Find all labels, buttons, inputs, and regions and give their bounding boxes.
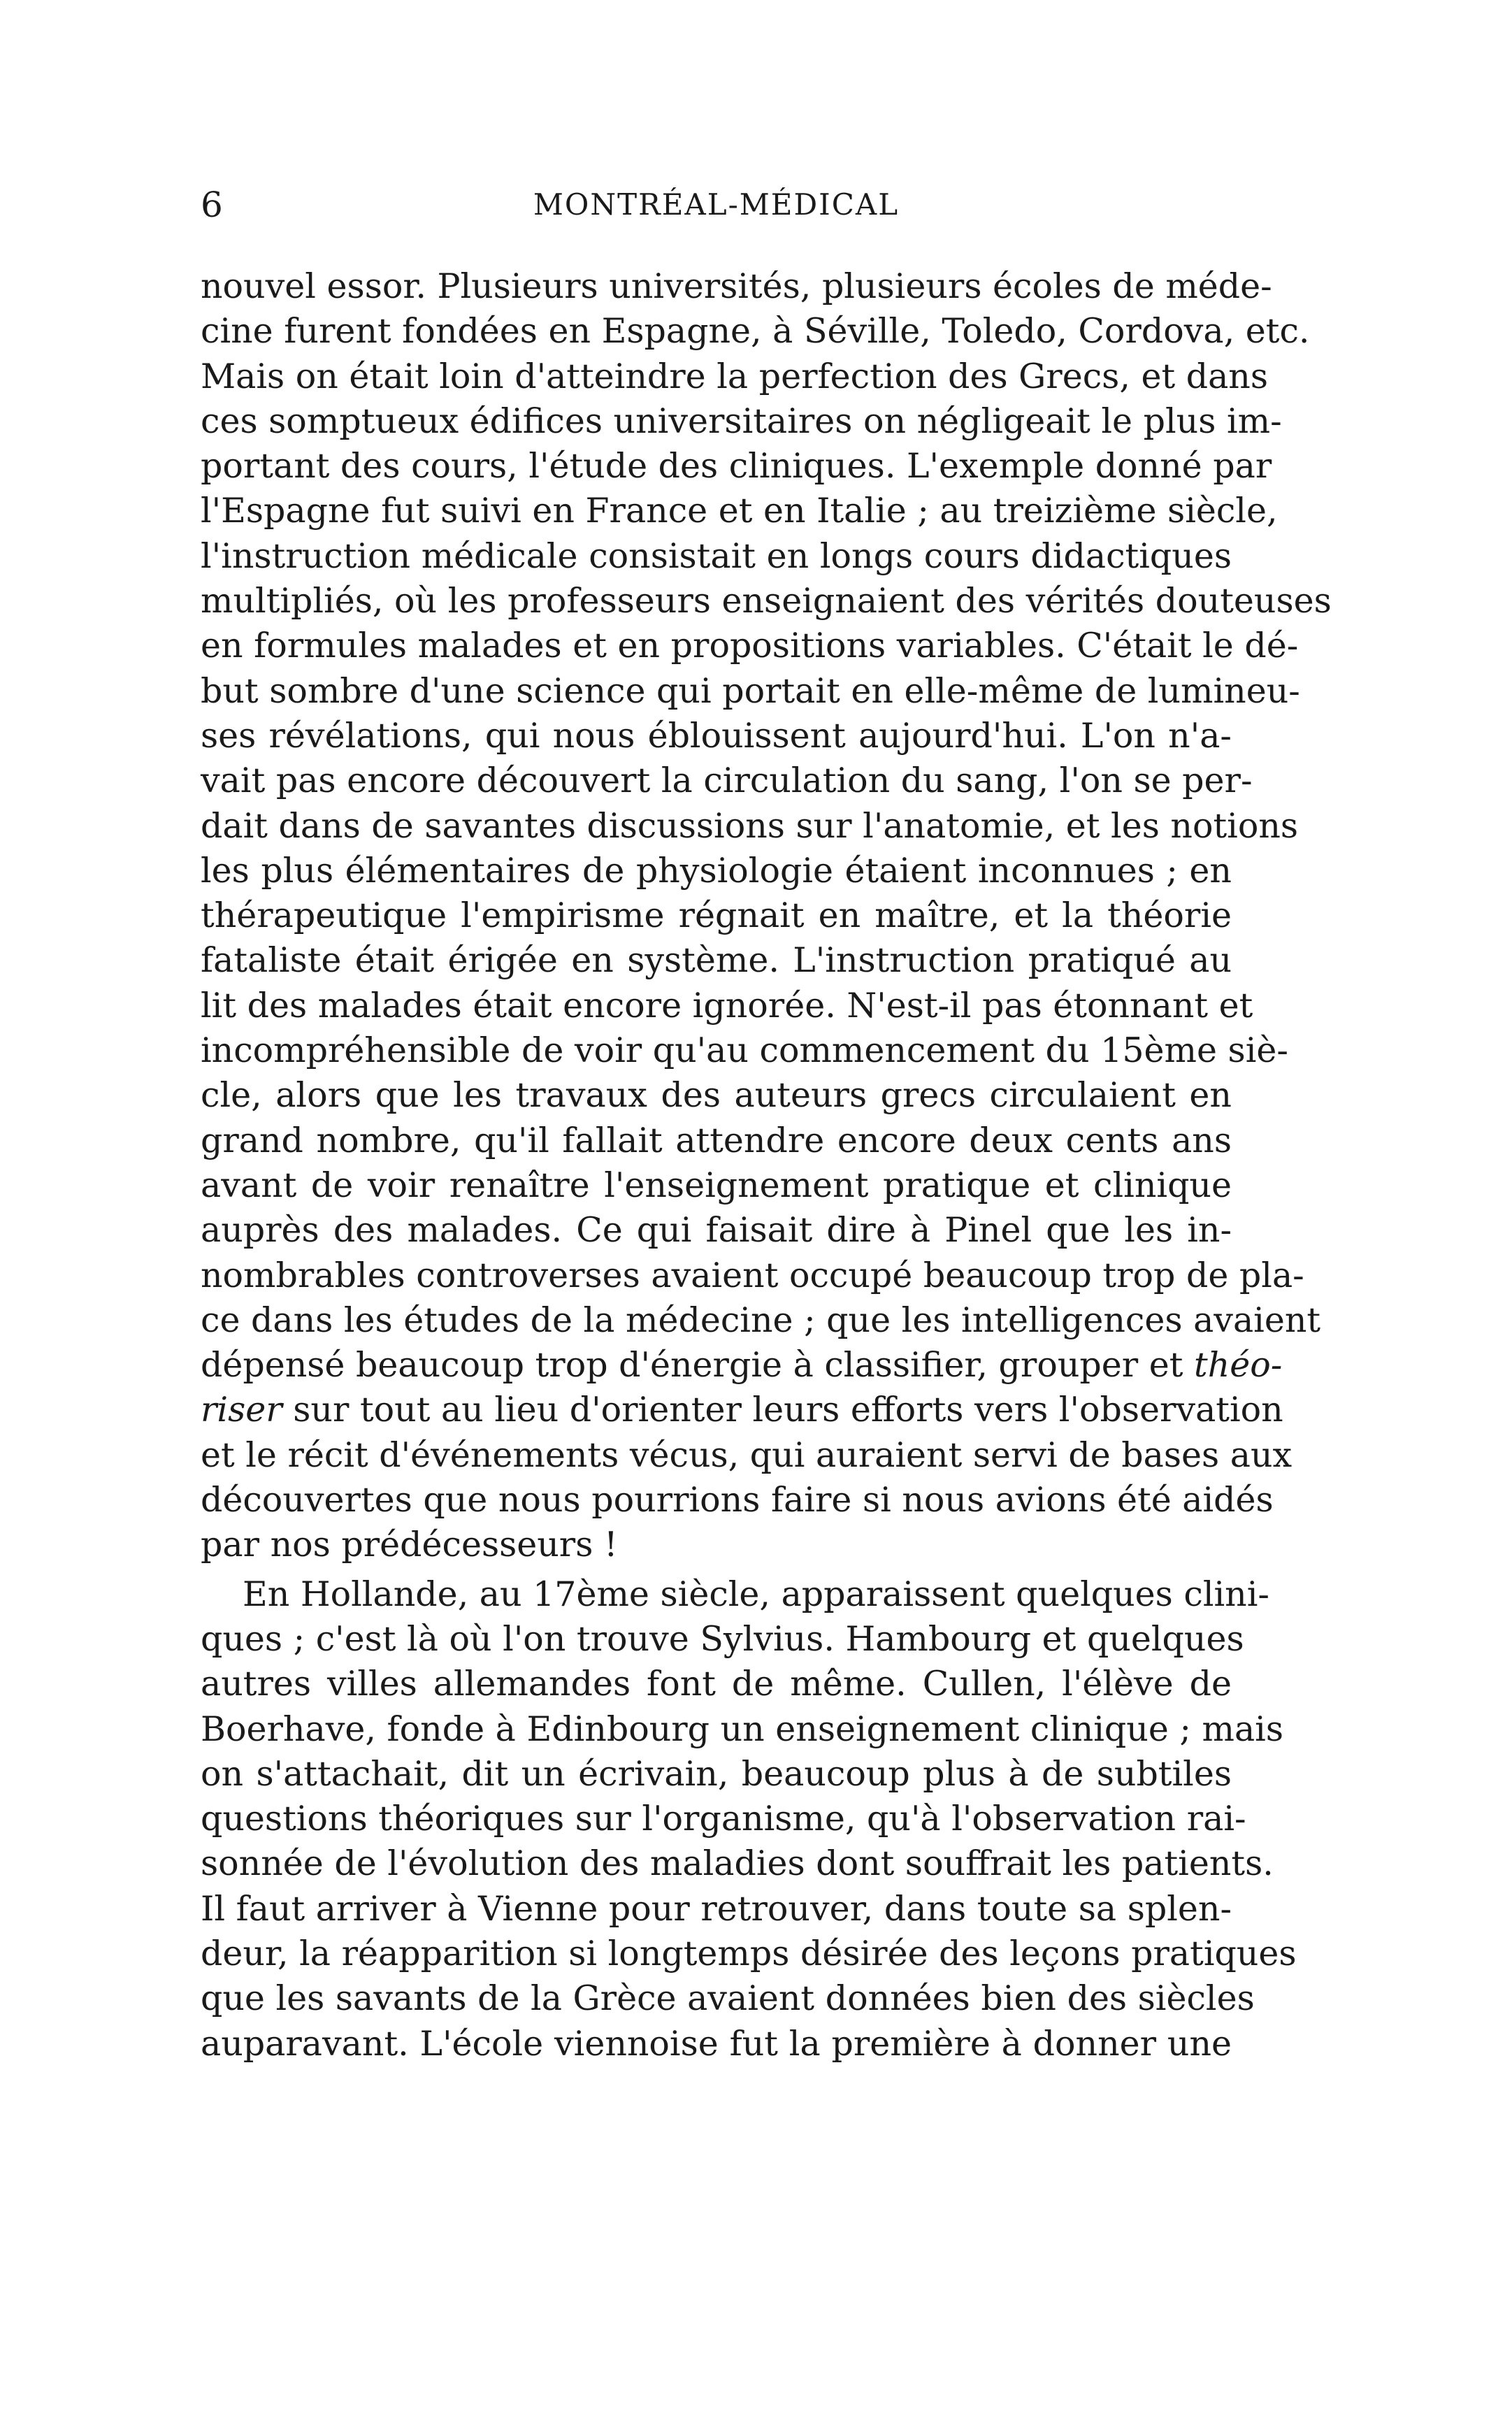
text-line: thérapeutique l'empirisme régnait en maître, et la théorie <box>201 896 1232 936</box>
text-line: grand nombre, qu'il fallait attendre encore deux cents ans <box>201 1120 1232 1160</box>
text-line: que les savants de la Grèce avaient données bien des siècles <box>201 1978 1255 2019</box>
text-line: nouvel essor. Plusieurs universités, plusieurs écoles de méde- <box>201 266 1272 306</box>
text-line: questions théoriques sur l'organisme, qu'à l'observation rai- <box>201 1799 1246 1839</box>
text-line: En Hollande, au 17ème siècle, apparaissent quelques clini- <box>243 1574 1269 1614</box>
text-line: deur, la réapparition si longtemps désirée des leçons pratiques <box>201 1933 1297 1973</box>
text-run: dépensé beaucoup trop d'énergie à classifier, grouper et <box>201 1345 1194 1386</box>
text-line: Boerhave, fonde à Edinbourg un enseignement clinique ; mais <box>201 1709 1283 1749</box>
text-line: incompréhensible de voir qu'au commencement du 15ème siè- <box>201 1030 1288 1071</box>
body-text <box>201 264 1332 2066</box>
page-header <box>201 180 1232 229</box>
text-line: l'Espagne fut suivi en France et en Italie ; au treizième siècle, <box>201 491 1278 531</box>
text-line: par nos prédécesseurs ! <box>201 1525 618 1565</box>
text-line: fataliste était érigée en système. L'instruction pratiqué au <box>201 940 1232 981</box>
text-line: portant des cours, l'étude des cliniques. L'exemple donné par <box>201 446 1272 487</box>
text-line: nombrables controverses avaient occupé beaucoup trop de pla- <box>201 1255 1304 1295</box>
text-line: cine furent fondées en Espagne, à Séville, Toledo, Cordova, etc. <box>201 311 1310 352</box>
text-line: auparavant. L'école viennoise fut la première à donner une <box>201 2023 1232 2064</box>
text-line: ques ; c'est là où l'on trouve Sylvius. Hambourg et quelques <box>201 1618 1244 1659</box>
text-line: avant de voir renaître l'enseignement pratique et clinique <box>201 1165 1232 1205</box>
text-line: l'instruction médicale consistait en longs cours didactiques <box>201 535 1232 576</box>
text-line: on s'attachait, dit un écrivain, beaucoup plus à de subtiles <box>201 1753 1232 1794</box>
text-line: but sombre d'une science qui portait en elle-même de lumineu- <box>201 670 1300 711</box>
text-line: cle, alors que les travaux des auteurs grecs circulaient en <box>201 1075 1232 1116</box>
paragraph <box>201 264 1332 1568</box>
italic-word: riser <box>201 1390 282 1430</box>
text-line: autres villes allemandes font de même. Cullen, l'élève de <box>201 1664 1232 1704</box>
text-run: sur tout au lieu d'orienter leurs efforts vers l'observation <box>293 1390 1283 1430</box>
text-line: en formules malades et en propositions variables. C'était le dé- <box>201 626 1299 666</box>
text-line: et le récit d'événements vécus, qui auraient servi de bases aux <box>201 1434 1293 1475</box>
text-line-with-italic <box>201 1388 1283 1432</box>
text-line: les plus élémentaires de physiologie étaient inconnues ; en <box>201 850 1232 891</box>
text-line: ces somptueux édifices universitaires on négligeait le plus im- <box>201 401 1282 441</box>
italic-word: théo- <box>1194 1345 1283 1386</box>
page-number: 6 <box>201 185 223 225</box>
text-line: sonnée de l'évolution des maladies dont souffrait les patients. <box>201 1843 1274 1884</box>
text-line: dait dans de savantes discussions sur l'anatomie, et les notions <box>201 805 1299 846</box>
text-line: vait pas encore découvert la circulation du sang, l'on se per- <box>201 761 1253 801</box>
text-line: auprès des malades. Ce qui faisait dire à Pinel que les in- <box>201 1210 1232 1251</box>
text-line: Mais on était loin d'atteindre la perfection des Grecs, et dans <box>201 356 1269 396</box>
text-line: multipliés, où les professeurs enseignaient des vérités douteuses <box>201 581 1332 621</box>
text-line: Il faut arriver à Vienne pour retrouver, dans toute sa splen- <box>201 1888 1232 1929</box>
text-line: découvertes que nous pourrions faire si nous avions été aidés <box>201 1480 1274 1520</box>
paragraph <box>201 1572 1297 2066</box>
text-line: ses révélations, qui nous éblouissent aujourd'hui. L'on n'a- <box>201 715 1232 756</box>
text-line: lit des malades était encore ignorée. N'est-il pas étonnant et <box>201 985 1253 1026</box>
text-line-with-italic <box>201 1343 1283 1388</box>
text-line: ce dans les études de la médecine ; que les intelligences avaient <box>201 1300 1321 1340</box>
running-title: MONTRÉAL-MÉDICAL <box>533 187 900 222</box>
